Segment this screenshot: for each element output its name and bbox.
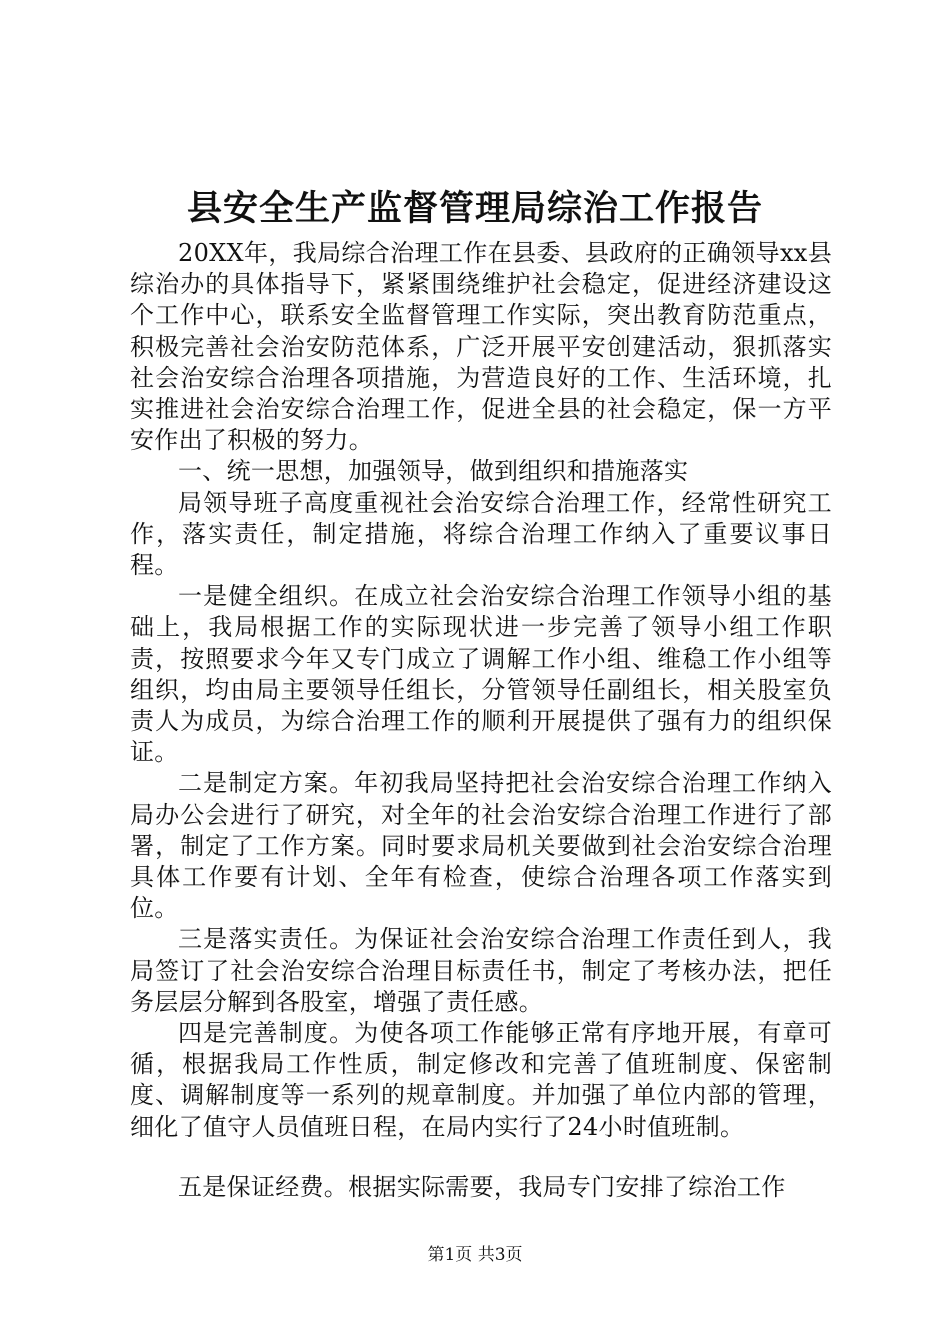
paragraph-intro: 20XX年，我局综合治理工作在县委、县政府的正确领导xx县综治办的具体指导下，紧紧围绕维护社会稳定，促进经济建设这个工作中心，联系安全监督管理工作实际，突出教育防范重点，积极完善社会治安防范体系，广泛开展平安创建活动，狠抓落实社会治安综合治理各项措施，为营造良好的工作、生活环境，扎实推进社会治安综合治理工作，促进全县的社会稳定，保一方平安作出了积极的努力。 [130, 239, 832, 455]
paragraph-system: 四是完善制度。为使各项工作能够正常有序地开展，有章可循，根据我局工作性质，制定修改和完善了值班制度、保密制度、调解制度等一系列的规章制度。并加强了单位内部的管理，细化了值守人员值班日程，在局内实行了24小时值班制。 [130, 1019, 832, 1141]
document-body [130, 238, 832, 1203]
page-number-footer: 第1页 共3页 [427, 1245, 523, 1265]
paragraph-organization: 一是健全组织。在成立社会治安综合治理工作领导小组的基础上，我局根据工作的实际现状进一步完善了领导小组工作职责，按照要求今年又专门成立了调解工作小组、维稳工作小组等组织，均由局主要领导任组长，分管领导任副组长，相关股室负责人为成员，为综合治理工作的顺利开展提供了强有力的组织保证。 [130, 582, 832, 767]
paragraph-responsibility: 三是落实责任。为保证社会治安综合治理工作责任到人，我局签订了社会治安综合治理目标责任书，制定了考核办法，把任务层层分解到各股室，增强了责任感。 [130, 925, 832, 1016]
paragraph-funding: 五是保证经费。根据实际需要，我局专门安排了综治工作 [178, 1172, 786, 1201]
paragraph-leadership: 局领导班子高度重视社会治安综合治理工作，经常性研究工作，落实责任，制定措施，将综合治理工作纳入了重要议事日程。 [130, 488, 832, 580]
section-heading-1: 一、统一思想，加强领导，做到组织和措施落实 [178, 457, 689, 486]
document-title: 县安全生产监督管理局综治工作报告 [186, 188, 763, 229]
paragraph-plan: 二是制定方案。年初我局坚持把社会治安综合治理工作纳入局办公会进行了研究，对全年的社会治安综合治理工作进行了部署，制定了工作方案。同时要求局机关要做到社会治安综合治理具体工作要有计划、全年有检查，使综合治理各项工作落实到位。 [130, 769, 832, 923]
